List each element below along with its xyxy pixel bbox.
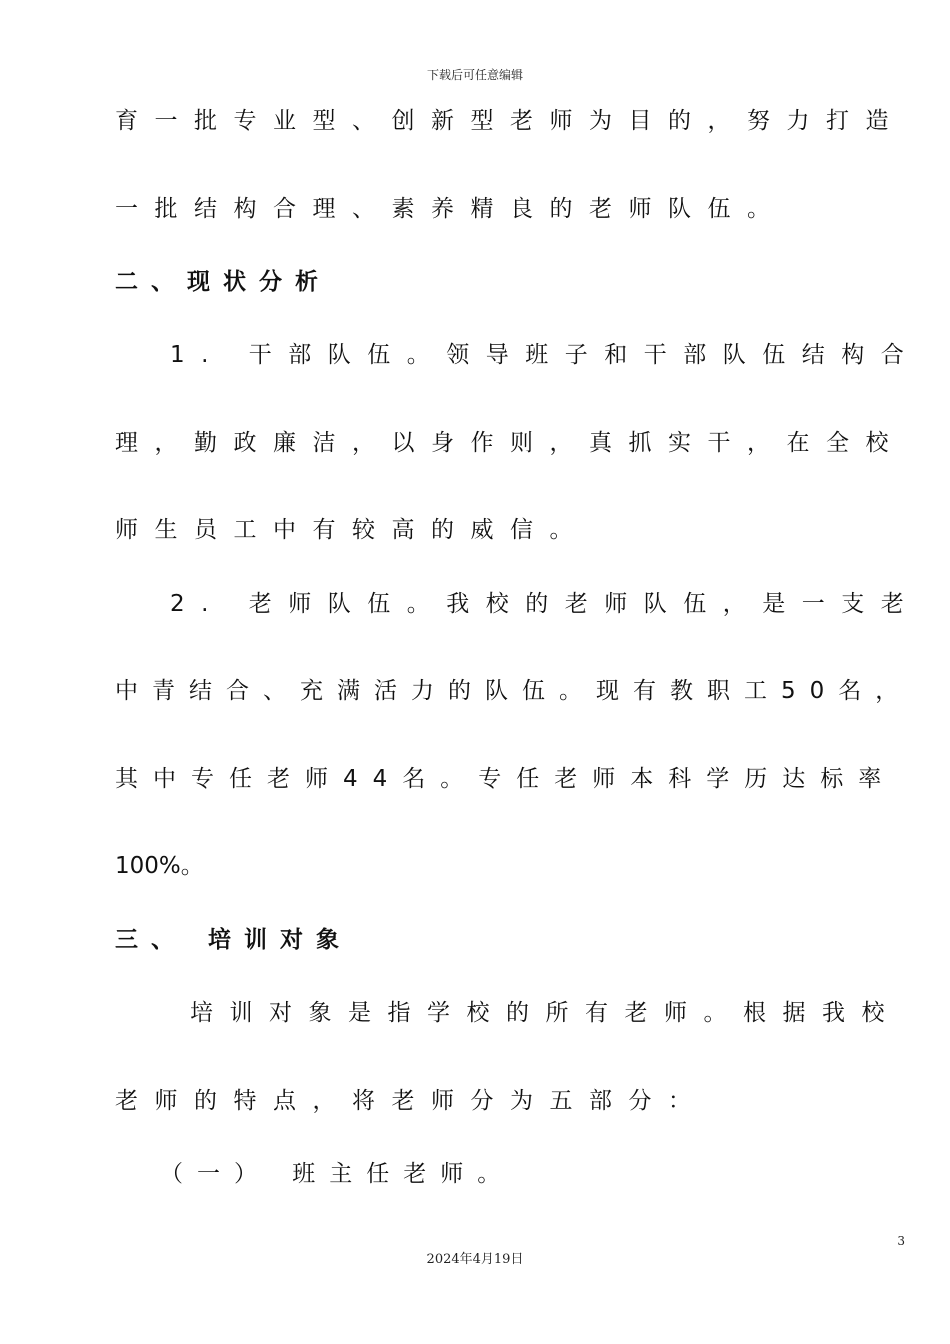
body-line: 一批结构合理、素养精良的老师队伍。 [115,196,787,222]
page-header: 下载后可任意编辑 [426,68,523,82]
body-line: 老师的特点，将老师分为五部分： [115,1088,708,1114]
body-line: 中青结合、充满活力的队伍。现有教职工50名， [115,678,913,704]
section-heading: 二、现状分析 [115,269,331,295]
page-footer-date: 2024年4月19日 [426,1252,524,1267]
body-line: 100%。 [115,853,204,879]
body-line: 其中专任老师44名。专任老师本科学历达标率 [115,766,897,792]
page-number: 3 [897,1234,905,1248]
subsection-heading: （一） 班主任老师。 [160,1161,515,1187]
body-line: 2. 老师队伍。我校的老师队伍，是一支老 [170,591,921,617]
body-line: 理，勤政廉洁，以身作则，真抓实干，在全校 [115,430,905,456]
section-heading: 三、 培训对象 [115,927,353,953]
body-line: 1. 干部队伍。领导班子和干部队伍结构合 [170,342,921,368]
body-line: 育一批专业型、创新型老师为目的，努力打造 [115,108,905,134]
body-line: 培训对象是指学校的所有老师。根据我校 [190,1000,901,1026]
body-line: 师生员工中有较高的威信。 [115,517,589,543]
